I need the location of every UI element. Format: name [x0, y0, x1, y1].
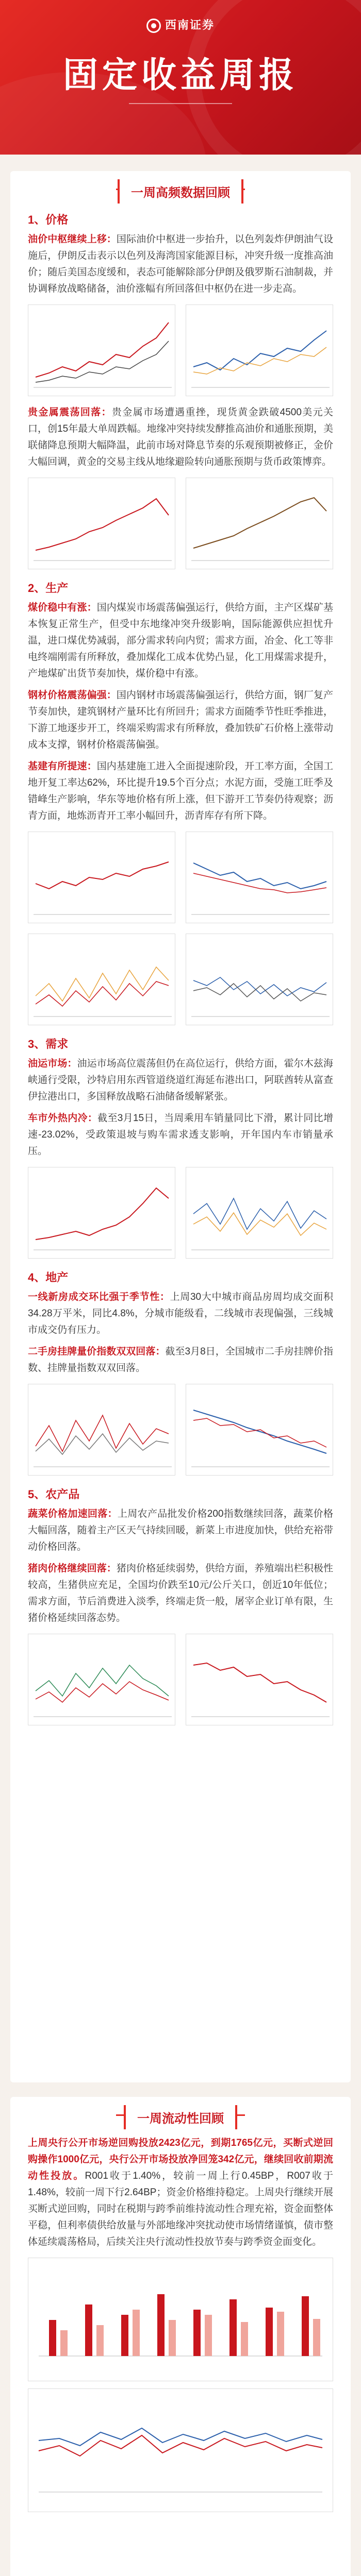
oil-charts — [10, 301, 351, 403]
hot-text: 上周30大中城市商品房周均成交面积34.28万平米，同比4.8%，分城市能级看，二线城市表现偏强，三线城市成交仍有压力。 — [28, 1292, 333, 1335]
liquidity-card — [10, 2097, 351, 2576]
oil-chart-left — [28, 304, 175, 396]
demand-heading: 3、需求 — [28, 1038, 69, 1050]
agri-charts — [10, 1631, 351, 1733]
build-text: 国内基建施工进入全面提速阶段，开工率方面，全国工地开复工率达62%，环比提升19.5个百分点；水泥方面，受施工旺季及错峰生产影响，华东等地价格有所上涨，但下游开工节奏仍待观察；沥青方面，地炼沥青开工率小幅回升，沥青库存有所下降。 — [28, 761, 333, 821]
oil-text: 国际油价中枢进一步抬升，以色列轰炸伊朗油气设施后，伊朗反击表示以色列及海湾国家能源目标，冲突升级一度推高油价；随后美国态度缓和，表态可能解除部分伊朗及俄罗斯石油制裁，并协调释放战略储备，油价涨幅有所回落但中枢仍在进一步走高。 — [28, 234, 333, 294]
coal-lead: 煤价稳中有涨： — [28, 602, 97, 613]
hot-paragraph — [10, 1288, 351, 1343]
liquidity-text: R001收于1.40%，较前一周上行0.45BP，R007收于1.48%，较前一周下行2.64BP；资金价格维持稳定。上周央行继续开展买断式逆回购，同时在税期与跨季前维持流动性合理充裕，资金面整体平稳，但利率债供给放量与外部地缘冲突扰动使市场情绪谨慎，债市整体延续震荡格局，后续关注央行流动性投放节奏与跨季资金面变化。 — [28, 2171, 333, 2247]
coal-paragraph — [10, 599, 351, 686]
second-lead: 二手房挂牌量价指数双双回落： — [28, 1346, 166, 1357]
prod-heading: 2、生产 — [28, 582, 69, 595]
car-sales-chart — [186, 1167, 333, 1259]
report-header — [0, 0, 361, 155]
build-paragraph — [10, 757, 351, 828]
coal-chart — [28, 832, 175, 923]
gold-charts — [10, 474, 351, 577]
veg-paragraph — [10, 1505, 351, 1560]
freight-chart — [28, 1167, 175, 1259]
veg-text: 上周农产品批发价格200指数继续回落，蔬菜价格大幅回落，随着主产区天气持续回暖，新菜上市进度加快，供给充裕带动价格回落。 — [28, 1509, 333, 1552]
price-heading: 1、价格 — [28, 213, 69, 226]
demand-charts — [10, 1164, 351, 1266]
oilship-paragraph — [10, 1055, 351, 1109]
pork-paragraph — [10, 1560, 351, 1631]
oilship-lead: 油运市场： — [28, 1058, 77, 1069]
pork-lead: 猪肉价格继续回落： — [28, 1563, 117, 1574]
section-title: 一周高频数据回顾 — [118, 179, 243, 204]
gold-text: 贵金属市场遭遇重挫，现货黄金跌破4500美元关口，创15年最大单周跌幅。地缘冲突持续发酵推高油价和通胀预期，美联储降息预期大幅降温，此前市场对降息节奏的乐观预期被修正，金价大幅回调，黄金的交易主线从地缘避险转向通胀预期与货币政策博弈。 — [28, 407, 333, 467]
steel-text: 国内钢材市场震荡偏强运行，供给方面，钢厂复产节奏加快，建筑钢材产量环比有所回升；需求方面随季节性旺季推进，下游工地逐步开工，终端采购需求有所释放，叠加铁矿石价格上涨带动成本支撑，钢材价格震荡偏强。 — [28, 690, 333, 750]
oilship-text: 油运市场高位震荡但仍在高位运行，供给方面，霍尔木兹海峡通行受限，沙特启用东西管道绕道红海延布港出口，阿联酋转从富查伊拉港出口，多国释放战略石油储备缓解紧张。 — [28, 1058, 333, 1102]
brand-name: 西南证券 — [165, 19, 215, 31]
second-paragraph — [10, 1343, 351, 1381]
liquidity-paragraph — [10, 2134, 351, 2255]
gold-paragraph — [10, 403, 351, 474]
pork-text: 猪肉价格延续弱势，供给方面，养殖端出栏积极性较高，生猪供应充足，全国均价跌至10元/公斤关口，创近10年低位；需求方面，节后消费进入淡季，终端走货一般，屠宰企业订单有限，生猪价格延续回落态势。 — [28, 1563, 333, 1623]
gold-chart-right — [186, 478, 333, 569]
estate-heading: 4、地产 — [28, 1271, 69, 1284]
car-paragraph — [10, 1109, 351, 1164]
agri-heading: 5、农产品 — [28, 1488, 80, 1501]
estate-charts — [10, 1381, 351, 1483]
asphalt-chart — [186, 934, 333, 1025]
steel-chart — [186, 832, 333, 923]
pork-price-chart — [186, 1634, 333, 1725]
oil-paragraph — [10, 230, 351, 301]
gold-lead: 贵金属震荡回落： — [28, 407, 112, 418]
veg-lead: 蔬菜价格加速回落： — [28, 1509, 118, 1519]
weekly-data-card — [10, 171, 351, 2082]
oil-lead: 油价中枢继续上移： — [28, 234, 117, 245]
section-header — [10, 171, 351, 208]
section-header — [10, 2097, 351, 2134]
car-text: 截至3月15日，当周乘用车销量同比下滑，累计同比增速-23.02%，受政策退坡与购车需求透支影响，开年国内车市销量承压。 — [28, 1113, 333, 1157]
build-lead: 基建有所提速： — [28, 761, 97, 772]
cement-chart — [28, 934, 175, 1025]
prod-charts-1 — [10, 828, 351, 930]
section-title: 一周流动性回顾 — [124, 2105, 237, 2129]
car-lead: 车市外热内冷： — [28, 1113, 98, 1124]
hot-lead: 一线新房成交环比强于季节性： — [28, 1292, 170, 1302]
steel-lead: 钢材价格震荡偏强： — [28, 690, 117, 701]
house-sales-chart — [28, 1384, 175, 1476]
title-divider — [129, 103, 232, 104]
second-text: 截至3月8日，全国城市二手房挂牌价指数、挂牌量指数双双回落。 — [28, 1346, 333, 1374]
omo-chart — [28, 2258, 333, 2381]
brand-logo — [0, 16, 361, 33]
second-hand-chart — [186, 1384, 333, 1476]
steel-paragraph — [10, 686, 351, 757]
coal-text: 国内煤炭市场震荡偏强运行，供给方面，主产区煤矿基本恢复正常生产，但受中东地缘冲突升级影响，国际能源供应担忧升温，进口煤优势减弱，部分需求转向内贸；需求方面，冶金、化工等非电终端刚需有所释放，叠加煤化工成本优势凸显，化工用煤需求提升，产地煤矿出货节奏加快，煤价稳中有涨。 — [28, 602, 333, 679]
oil-chart-right — [186, 304, 333, 396]
veg-price-chart — [28, 1634, 175, 1725]
repo-rate-chart — [28, 2388, 333, 2512]
gold-chart-left — [28, 478, 175, 569]
report-title: 固定收益周报 — [62, 56, 298, 95]
logo-icon — [146, 19, 161, 33]
liquidity-lead: 上周央行公开市场逆回购投放2423亿元，到期1765亿元，买断式逆回购操作1000亿元，央行公开市场投放净回笼342亿元，继续回收前期流动性投放。 — [28, 2138, 333, 2181]
prod-charts-2 — [10, 930, 351, 1032]
